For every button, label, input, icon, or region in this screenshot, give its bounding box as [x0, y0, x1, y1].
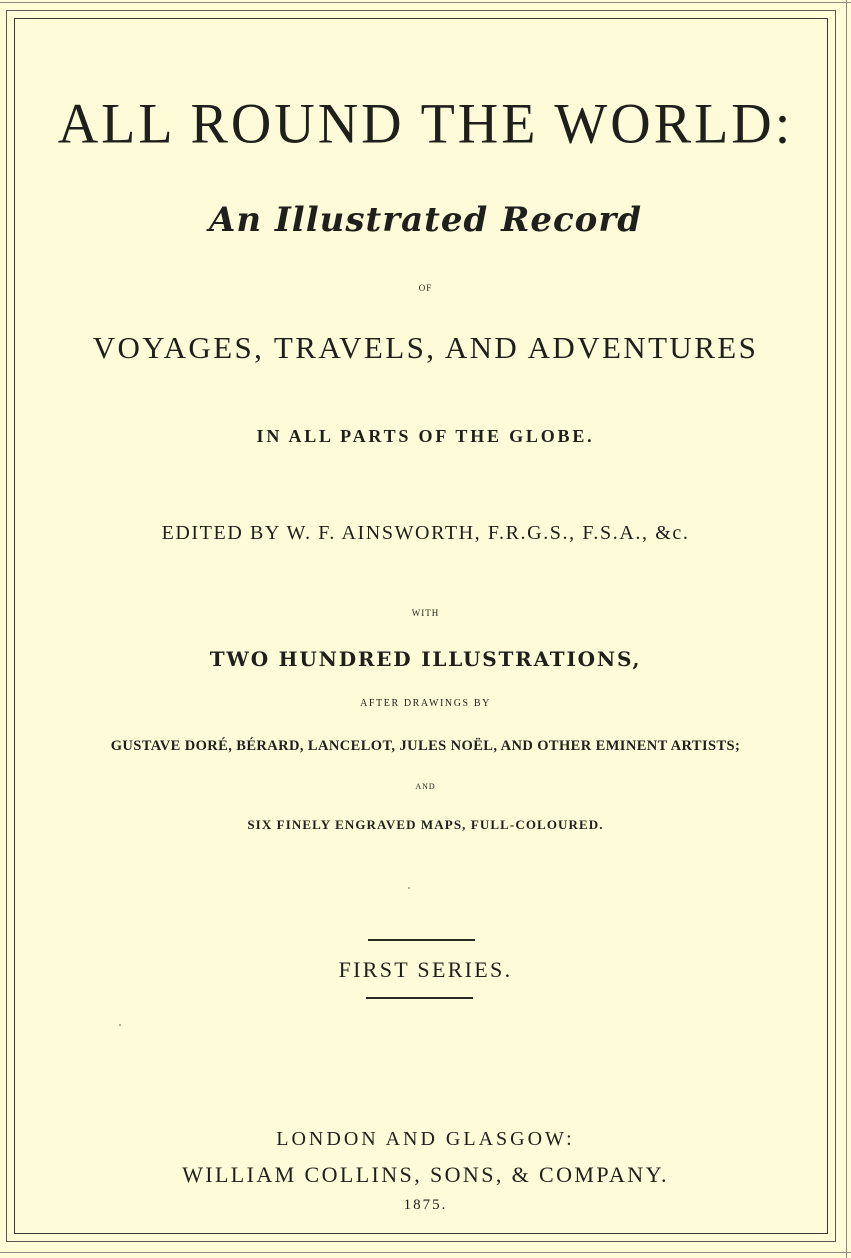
right-edge-line	[846, 0, 847, 1258]
with-label: WITH	[411, 608, 440, 618]
paper-speck	[119, 1024, 121, 1026]
main-heading: VOYAGES, TRAVELS, AND ADVENTURES	[92, 330, 759, 365]
bottom-edge-line	[0, 1252, 851, 1253]
editor-line: EDITED BY W. F. AINSWORTH, F.R.G.S., F.S.A., &c.	[161, 522, 690, 544]
scope-line: IN ALL PARTS OF THE GLOBE.	[256, 426, 595, 446]
series-rule-top	[368, 939, 475, 941]
of-label: OF	[418, 283, 433, 293]
top-edge-line	[0, 2, 851, 3]
after-drawings-line: AFTER DRAWINGS BY	[360, 698, 491, 709]
artists-line: GUSTAVE DORÉ, BÉRARD, LANCELOT, JULES NOËL, AND OTHER EMINENT ARTISTS;	[110, 738, 741, 754]
publication-year: 1875.	[403, 1197, 448, 1213]
series-label: FIRST SERIES.	[338, 957, 513, 982]
illustrations-line: TWO HUNDRED ILLUSTRATIONS,	[209, 647, 642, 671]
publisher-name: WILLIAM COLLINS, SONS, & COMPANY.	[182, 1162, 669, 1187]
book-title: ALL ROUND THE WORLD:	[57, 92, 794, 156]
and-label: AND	[415, 782, 436, 791]
series-rule-bottom	[366, 997, 473, 999]
maps-line: SIX FINELY ENGRAVED MAPS, FULL-COLOURED.	[247, 817, 604, 832]
book-subtitle: An Illustrated Record	[208, 200, 643, 240]
paper-speck	[408, 887, 410, 889]
publication-place: LONDON AND GLASGOW:	[276, 1128, 575, 1150]
